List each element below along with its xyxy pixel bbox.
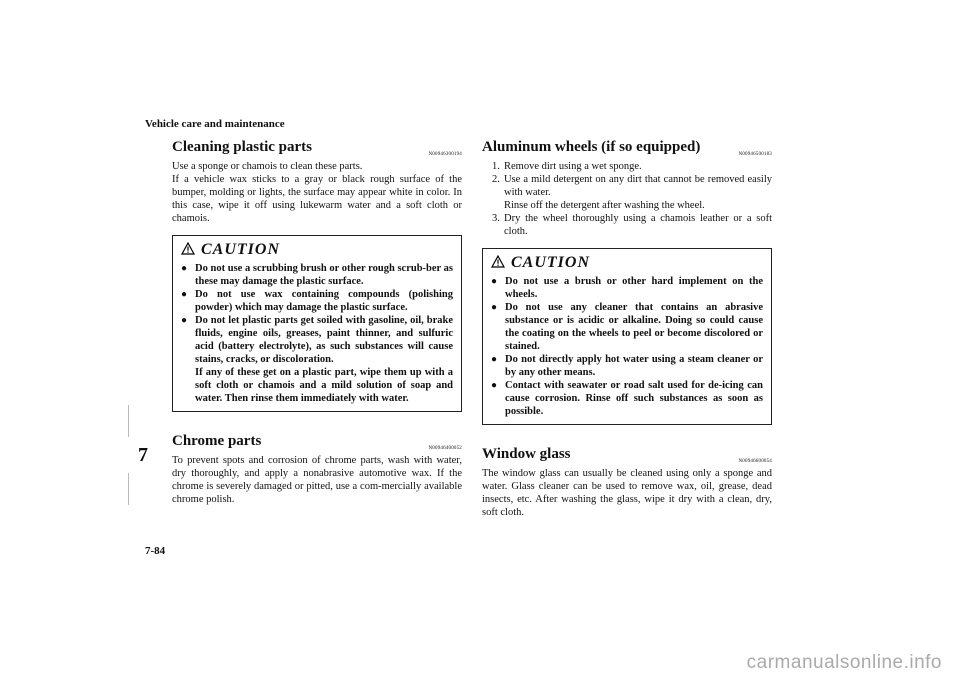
caution-text: Do not let plastic parts get soiled with gasoline, oil, brake fluids, engine oils, greases, paint thinner, and sulfuric acid (battery electrolyte), as such substances will cause stains, cracks, or discoloration.: [195, 315, 453, 365]
step-number: 1.: [492, 161, 500, 172]
paragraph: If a vehicle wax sticks to a gray or black rough surface of the bumper, molding or lights, the surface may appear white in color. In this case, wipe it off using lukewarm water and a soft cloth or chamois.: [172, 174, 462, 224]
step-note: Rinse off the detergent after washing the wheel.: [504, 200, 705, 211]
section-code: N00946500183: [738, 152, 772, 157]
caution-text: Do not directly apply hot water using a steam cleaner or by any other means.: [505, 354, 763, 378]
bullet-icon: ●: [491, 354, 498, 365]
aluminum-section-heading: [482, 138, 772, 160]
page-number: 7-84: [145, 545, 166, 557]
window-section-heading: [482, 445, 772, 467]
right-column: [482, 138, 772, 519]
caution-item: [491, 353, 763, 379]
step-item: [482, 212, 772, 238]
plastic-section-heading: [172, 138, 462, 160]
section-code: N00946600054: [738, 459, 772, 464]
bullet-icon: ●: [181, 263, 188, 274]
paragraph: The window glass can usually be cleaned using only a sponge and water. Glass cleaner can be used to remove wax, oil, grease, dead insects, etc. After washing the glass, wipe it dry with a clean, dry, soft cloth.: [482, 468, 772, 518]
caution-text: Do not use a brush or other hard implement on the wheels.: [505, 276, 763, 300]
section-title: Aluminum wheels (if so equipped): [482, 139, 701, 155]
bullet-icon: ●: [181, 315, 188, 326]
caution-item: [181, 314, 453, 405]
step-item: [482, 160, 772, 173]
paragraph: Use a sponge or chamois to clean these parts.: [172, 161, 363, 172]
caution-text: Contact with seawater or road salt used for de-icing can cause corrosion. Rinse off such substances as soon as possible.: [505, 380, 763, 417]
chapter-tab: 7: [128, 437, 158, 473]
step-text: Dry the wheel thoroughly using a chamois leather or a soft cloth.: [504, 213, 772, 237]
warning-triangle-icon: [181, 242, 195, 255]
caution-box: [172, 235, 462, 412]
running-header: Vehicle care and maintenance: [145, 118, 285, 130]
step-text: Use a mild detergent on any dirt that cannot be removed easily with water.: [504, 174, 772, 198]
caution-item: [181, 262, 453, 288]
step-text: Remove dirt using a wet sponge.: [504, 161, 642, 172]
step-item: [482, 173, 772, 212]
caution-text: Do not use wax containing compounds (polishing powder) which may damage the plastic surface.: [195, 289, 453, 313]
step-number: 2.: [492, 174, 500, 185]
caution-header: [491, 255, 763, 275]
caution-header: [181, 242, 453, 262]
warning-triangle-icon: [491, 255, 505, 268]
caution-item: [491, 379, 763, 418]
left-column: [172, 138, 462, 506]
bullet-icon: ●: [181, 289, 188, 300]
chrome-section-heading: [172, 432, 462, 454]
caution-item: [491, 301, 763, 353]
section-title: Cleaning plastic parts: [172, 139, 313, 155]
bullet-icon: ●: [491, 380, 498, 391]
caution-text: Do not use any cleaner that contains an abrasive substance or is acidic or alkaline. Doing so could cause the coating on the wheels to peel or become discolored or stained.: [505, 302, 763, 352]
section-code: N00946400052: [428, 446, 462, 451]
paragraph: To prevent spots and corrosion of chrome parts, wash with water, dry thoroughly, and apply a nonabrasive automotive wax. If the chrome is severely damaged or pitted, use a com-mercially available chrome polish.: [172, 455, 462, 505]
bullet-icon: ●: [491, 302, 498, 313]
caution-box: [482, 248, 772, 425]
caution-continuation: If any of these get on a plastic part, wipe them up with a soft cloth or chamois and a mild solution of soap and water. Then rinse them immediately with water.: [195, 367, 453, 404]
caution-label: CAUTION: [511, 254, 591, 271]
section-title: Window glass: [482, 446, 571, 462]
caution-text: Do not use a scrubbing brush or other rough scrub-ber as these may damage the plastic surface.: [195, 263, 453, 287]
section-title: Chrome parts: [172, 433, 262, 449]
caution-label: CAUTION: [201, 241, 281, 258]
section-code: N00946300194: [428, 152, 462, 157]
bullet-icon: ●: [491, 276, 498, 287]
caution-item: [181, 288, 453, 314]
step-number: 3.: [492, 213, 500, 224]
watermark: carmanualsonline.info: [746, 652, 942, 673]
caution-item: [491, 275, 763, 301]
